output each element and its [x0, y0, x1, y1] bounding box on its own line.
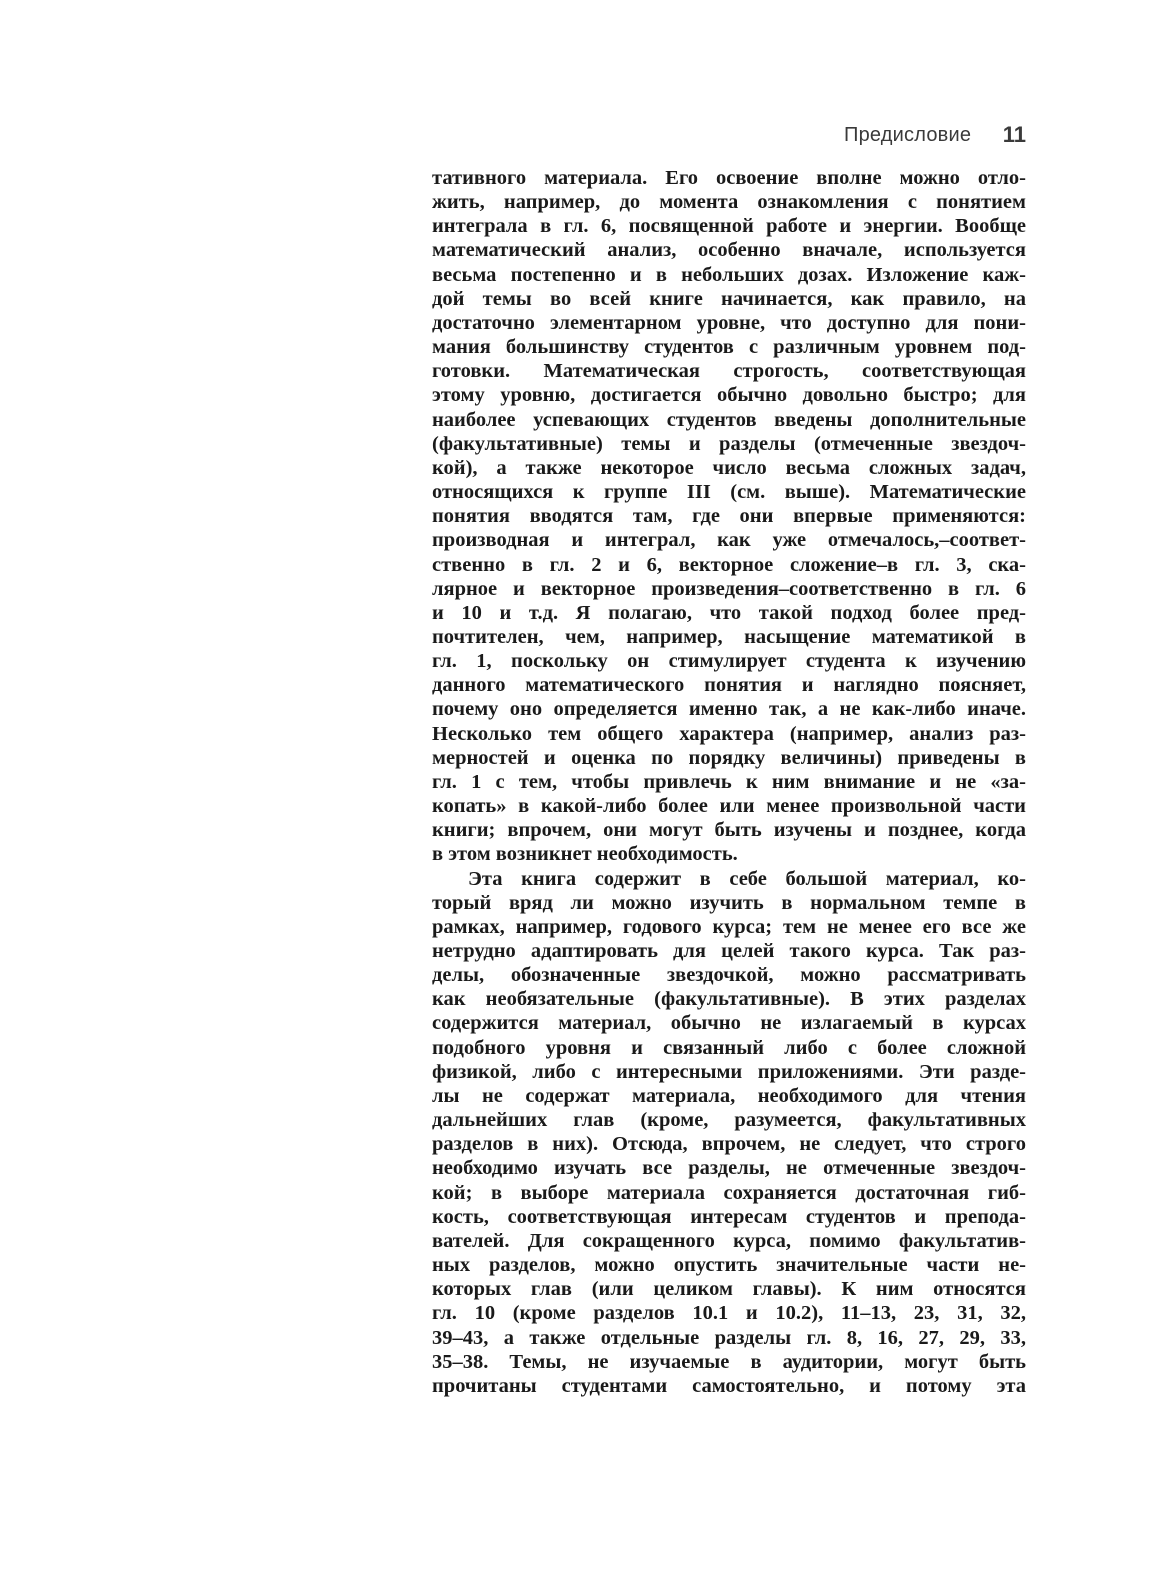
text-line: ных разделов, можно опустить значительные части не- — [432, 1254, 1026, 1277]
text-line: гл. 1, поскольку он стимулирует студента к изучению — [432, 650, 1026, 673]
text-line: кой; в выборе материала сохраняется достаточная гиб- — [432, 1181, 1026, 1204]
text-line: понятия вводятся там, где они впервые применяются: — [432, 505, 1026, 528]
text-line: жить, например, до момента ознакомления с понятием — [432, 191, 1026, 214]
text-line: интеграла в гл. 6, посвященной работе и энергии. Вообще — [432, 215, 1026, 238]
text-line: делы, обозначенные звездочкой, можно рассматривать — [432, 964, 1026, 987]
body-text — [432, 166, 1026, 1398]
text-line: весьма постепенно и в небольших дозах. Изложение каж- — [432, 263, 1026, 286]
text-line: копать» в какой-либо более или менее произвольной части — [432, 795, 1026, 818]
text-line: физикой, либо с интересными приложениями. Эти разде- — [432, 1060, 1026, 1083]
page-number: 11 — [1002, 122, 1026, 147]
text-line: необходимо изучать все разделы, не отмеченные звездоч- — [432, 1157, 1026, 1180]
text-line: вателей. Для сокращенного курса, помимо факультатив- — [432, 1229, 1026, 1252]
text-line: почтителен, чем, например, насыщение математикой в — [432, 625, 1026, 648]
text-line: нетрудно адаптировать для целей такого курса. Так раз- — [432, 940, 1026, 962]
text-line: прочитаны студентами самостоятельно, и потому эта — [432, 1374, 1026, 1397]
text-line: ственно в гл. 2 и 6, векторное сложение–в гл. 3, ска- — [432, 553, 1026, 576]
text-line: готовки. Математическая строгость, соответствующая — [432, 360, 1026, 383]
text-line: как необязательные (факультативные). В этих разделах — [432, 988, 1026, 1011]
text-line: мания большинству студентов с различным уровнем под- — [432, 336, 1026, 359]
text-line: производная и интеграл, как уже отмечалось,–соответ- — [432, 529, 1026, 552]
text-line: 39–43, а также отдельные разделы гл. 8, 16, 27, 29, 33, — [432, 1326, 1026, 1349]
text-line: которых глав (или целиком главы). К ним относятся — [432, 1278, 1026, 1301]
text-line: лярное и векторное произведения–соответственно в гл. 6 — [432, 577, 1026, 600]
text-line: Несколько тем общего характера (например, анализ раз- — [432, 722, 1026, 745]
text-line: 35–38. Темы, не изучаемые в аудитории, могут быть — [432, 1350, 1026, 1373]
text-line: тативного материала. Его освоение вполне можно отло- — [432, 167, 1026, 189]
text-line: почему оно определяется именно так, а не как-либо иначе. — [432, 698, 1026, 721]
text-line: наиболее успевающих студентов введены дополнительные — [432, 408, 1026, 431]
text-line: Эта книга содержит в себе большой материал, ко- — [468, 867, 1026, 890]
text-line: дальнейших глав (кроме, разумеется, факультативных — [432, 1109, 1026, 1132]
text-line: кость, соответствующая интересам студентов и препода- — [432, 1205, 1026, 1228]
text-line: мерностей и оценка по порядку величины) приведены в — [432, 746, 1026, 769]
text-line: и 10 и т.д. Я полагаю, что такой подход более пред- — [432, 601, 1026, 624]
text-line: торый вряд ли можно изучить в нормальном темпе в — [432, 891, 1026, 914]
text-line: относящихся к группе III (см. выше). Математические — [432, 481, 1026, 504]
text-line: этому уровню, достигается обычно довольно быстро; для — [432, 384, 1026, 407]
running-head-title: Предисловие — [844, 124, 972, 146]
text-line: дой темы во всей книге начинается, как правило, на — [432, 287, 1026, 310]
running-head — [844, 124, 1026, 150]
text-line: (факультативные) темы и разделы (отмеченные звездоч- — [432, 432, 1026, 455]
text-line: математический анализ, особенно вначале, используется — [432, 239, 1026, 262]
text-line: в этом возникнет необходимость. — [432, 843, 738, 866]
text-line: рамках, например, годового курса; тем не менее его все же — [432, 915, 1026, 938]
text-line: содержится материал, обычно не излагаемый в курсах — [432, 1012, 1026, 1035]
text-line: кой), а также некоторое число весьма сложных задач, — [432, 456, 1026, 479]
text-line: книги; впрочем, они могут быть изучены и позднее, когда — [432, 819, 1026, 842]
text-line: гл. 10 (кроме разделов 10.1 и 10.2), 11–13, 23, 31, 32, — [432, 1302, 1026, 1325]
text-line: достаточно элементарном уровне, что доступно для пони- — [432, 311, 1026, 334]
text-line: гл. 1 с тем, чтобы привлечь к ним внимание и не «за- — [432, 770, 1026, 793]
text-line: подобного уровня и связанный либо с более сложной — [432, 1036, 1026, 1059]
text-line: данного математического понятия и наглядно поясняет, — [432, 674, 1026, 697]
text-line: лы не содержат материала, необходимого для чтения — [432, 1084, 1026, 1107]
text-line: разделов в них). Отсюда, впрочем, не следует, что строго — [432, 1133, 1026, 1156]
